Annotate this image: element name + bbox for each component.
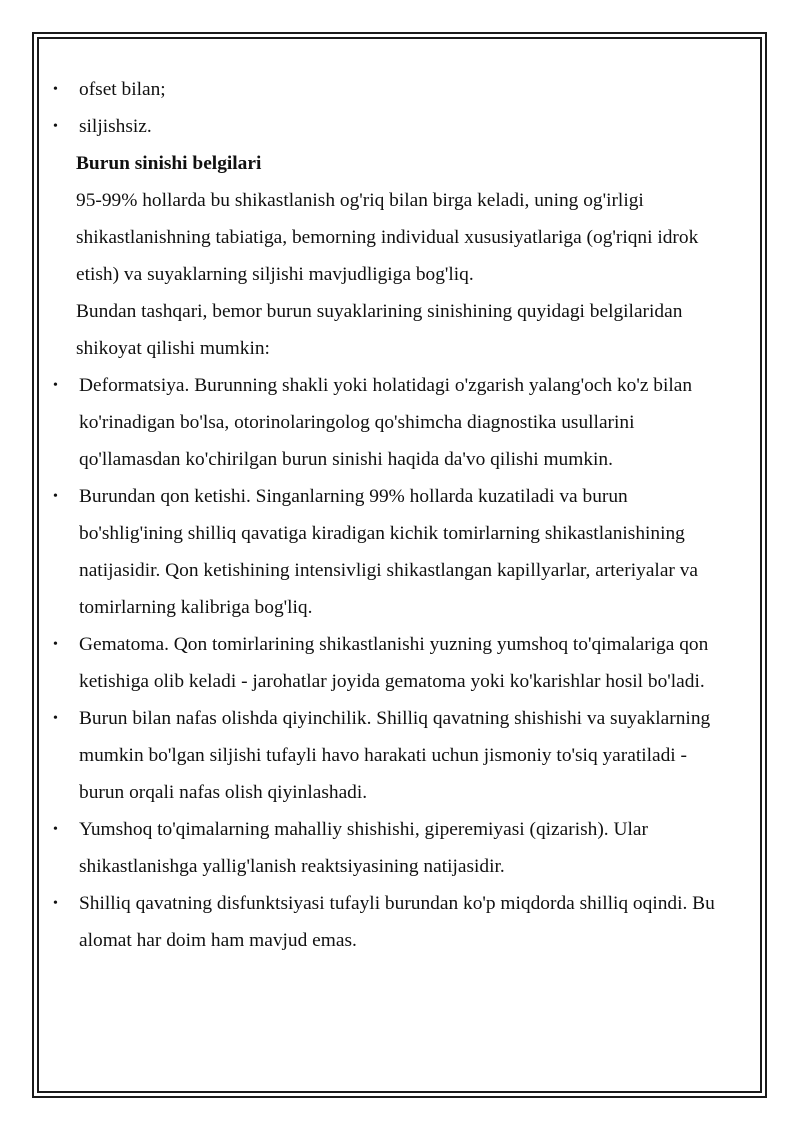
bullet-icon: • xyxy=(53,119,58,134)
bullet-icon: • xyxy=(53,637,58,652)
list-item-text: siljishsiz. xyxy=(79,116,152,137)
bullet-icon: • xyxy=(53,82,58,97)
bullet-icon: • xyxy=(53,896,58,911)
document-body xyxy=(55,71,735,959)
list-item xyxy=(55,811,735,885)
list-item xyxy=(55,367,735,478)
list-item xyxy=(55,71,735,108)
paragraph: Bundan tashqari, bemor burun suyaklarining sinishining quyidagi belgilaridan shikoyat qilishi mumkin: xyxy=(76,301,683,359)
list-item-text: Shilliq qavatning disfunktsiyasi tufayli burundan ko'p miqdorda shilliq oqindi. Bu alomat har doim ham mavjud emas. xyxy=(79,893,715,951)
bullet-icon: • xyxy=(53,378,58,393)
list-item xyxy=(55,478,735,626)
list-item-text: Burun bilan nafas olishda qiyinchilik. Shilliq qavatning shishishi va suyaklarning mumkin bo'lgan siljishi tufayli havo harakati uchun jismoniy to'siq yaratiladi - burun orqali nafas olish qiyinlashadi. xyxy=(79,708,711,803)
section-heading: Burun sinishi belgilari xyxy=(76,153,262,174)
list-item xyxy=(55,700,735,811)
list-item-text: Burundan qon ketishi. Singanlarning 99% hollarda kuzatiladi va burun bo'shlig'ining shilliq qavatiga kiradigan kichik tomirlarning shikastlanishining natijasidir. Qon ketishining intensivligi shikastlangan kapillyarlar, arteriyalar va tomirlarning kalibriga bog'liq. xyxy=(79,486,699,618)
list-item-text: Deformatsiya. Burunning shakli yoki holatidagi o'zgarish yalang'och ko'z bilan ko'rinadigan bo'lsa, otorinolaringolog qo'shimcha diagnostika usullarini qo'llamasdan ko'chirilgan burun sinishi haqida da'vo qilishi mumkin. xyxy=(79,375,693,470)
list-item-text: Gematoma. Qon tomirlarining shikastlanishi yuzning yumshoq to'qimalariga qon ketishiga olib keladi - jarohatlar joyida gematoma yoki ko'karishlar hosil bo'ladi. xyxy=(79,634,709,692)
list-item-text: Yumshoq to'qimalarning mahalliy shishishi, giperemiyasi (qizarish). Ular shikastlanishga yallig'lanish reaktsiyasining natijasidir. xyxy=(79,819,648,877)
bullet-icon: • xyxy=(53,822,58,837)
bullet-icon: • xyxy=(53,489,58,504)
paragraph: 95-99% hollarda bu shikastlanish og'riq bilan birga keladi, uning og'irligi shikastlanishning tabiatiga, bemorning individual xususiyatlariga (og'riqni idrok etish) va suyaklarning siljishi mavjudligiga bog'liq. xyxy=(76,190,699,285)
list-item xyxy=(55,885,735,959)
list-item xyxy=(55,626,735,700)
list-item-text: ofset bilan; xyxy=(79,79,166,100)
list-item xyxy=(55,108,735,145)
bullet-icon: • xyxy=(53,711,58,726)
